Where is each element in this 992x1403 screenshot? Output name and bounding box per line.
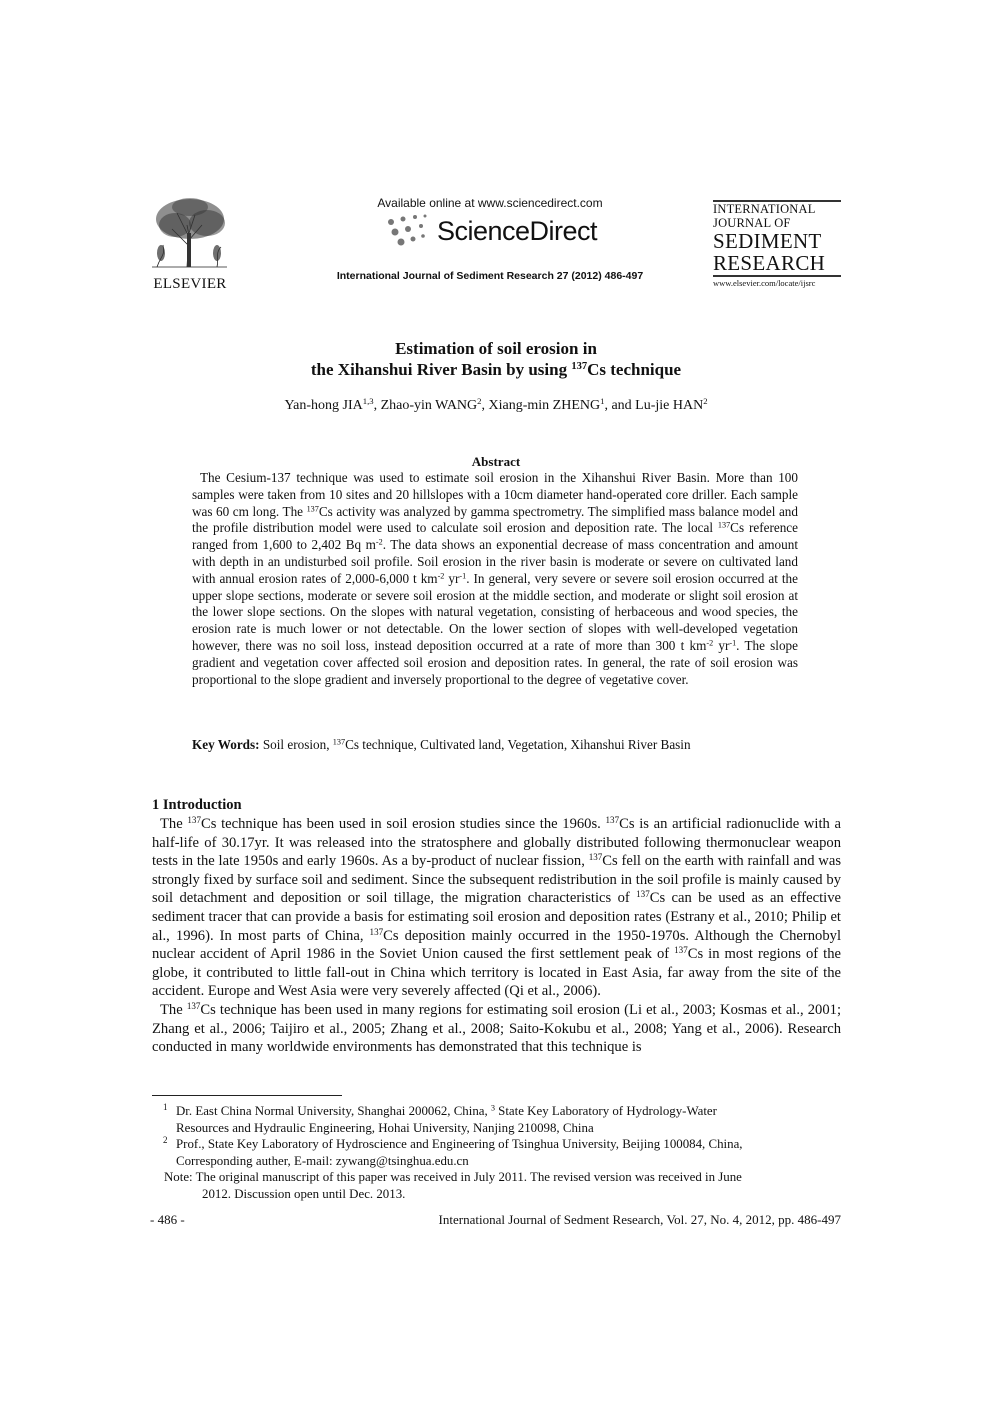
footnotes [152,1103,841,1203]
keywords [192,737,798,753]
keywords-list: Soil erosion, $^{137}$Cs technique, Cultivated land, Vegetation, Xihanshui River Basin [259,737,691,752]
journal-citation: International Journal of Sediment Research 27 (2012) 486-497 [336,270,644,282]
manuscript-note: Note: The original manuscript of this paper was received in July 2011. The revised version was received in June [164,1170,742,1185]
elsevier-tree-icon [147,195,233,269]
available-online-text[interactable]: Available online at www.sciencedirect.com [377,196,603,210]
abstract-paragraph: The Cesium-137 technique was used to estimate soil erosion in the Xihanshui River Basin. More than 100 samples were taken from 10 sites and 20 hillslopes with a 10cm diameter hand-operated core driller. Each sample was 60 cm long. The $^{137}$Cs activity was analyzed by gamma spectrometry. The simplified mass balance model and the profile distribution model were used to calculate soil erosion and deposition rate. The local $^{137}$Cs reference ranged from 1,600 to 2,402 Bq $m^{-2}$. The data shows an exponential decrease of mass concentration and amount with depth in an undisturbed soil profile. Soil erosion in the river basin is moderate or severe on cultivated land with annual erosion rates of 2,000-6,000 t $km^{-2}$ $yr^{-1}$. In general, very severe or severe soil erosion occurred at the upper slope sections, moderate or severe soil erosion at the middle section, and moderate or slight soil erosion at the lower slope sections. On the slopes with natural vegetation, consisting of herbaceous and wood species, the erosion rate is much lower or not detectable. On the lower section of slopes with well-developed vegetation however, there was no soil loss, instead deposition occurred at a rate of more than 300 t $km^{-2}$ $yr^{-1}$. The slope gradient and vegetation cover affected soil erosion and deposition rates. In general, the rate of soil erosion was proportional to the slope gradient and inversely proportional to the degree of vegetative cover. [192,470,798,687]
author-name: Xiang-min ZHENG [488,398,601,413]
abstract-body [192,470,798,688]
author-list: Yan-hong JIA$^{1,3}$, Zhao-yin WANG$^2$, Xiang-min ZHENG$^1$, and Lu-jie HAN$^2$ [284,396,708,413]
footnote-rule [152,1095,342,1096]
journal-logo-line4: RESEARCH [713,251,826,275]
footnote-1: 1 Dr. East China Normal University, Shanghai 200062, China, $^3$ State Key Laboratory of Hydrology-Water Resources and Hydraulic Engineering, Hohai University, Nanjing 210098, China [152,1103,841,1136]
manuscript-note-cont: 2012. Discussion open until Dec. 2013. [202,1186,406,1201]
corresponding-email[interactable]: Corresponding auther, E-mail: zywang@tsinghua.edu.cn [176,1153,469,1168]
journal-logo-line3: SEDIMENT [713,229,822,253]
introduction-paragraph: The $^{137}$Cs technique has been used in soil erosion studies since the 1960s. $^{137}$Cs is an artificial radionuclide with a half-life of 30.17yr. It was released into the stratosphere and globally distributed following thermonuclear weapon tests in the late 1950s and early 1960s. As a by-product of nuclear fission, $^{137}$Cs fell on the earth with rainfall and was strongly fixed by surface soil and sediment. Since the subsequent redistribution in the soil profile is mainly caused by soil detachment and deposition or soil tillage, the migration characteristics of $^{137}$Cs can be used as an effective sediment tracer that can provide a basis for estimating soil erosion and deposition rates (Estrany et al., 2010; Philip et al., 1996). In most parts of China, $^{137}$Cs deposition mainly occurred in the 1950-1970s. Although the Chernobyl nuclear accident of April 1986 in the Soviet Union caused the first settlement peak of $^{137}$Cs in most regions of the globe, it contributed to little fall-out in China which territory is located in East Asia, far away from the site of the accident. Europe and West Asia were very severely affected (Qi et al., 2006). [152,815,842,1000]
journal-logo-line1: INTERNATIONAL [713,202,816,216]
sciencedirect-block [330,196,650,282]
author-name: Yan-hong JIA [284,398,363,413]
sciencedirect-name: ScienceDirect [436,215,598,246]
introduction-body [152,815,841,1057]
paper-title [200,338,792,380]
author-affiliation: 1 [600,396,605,407]
author-name: Lu-jie HAN [635,398,704,413]
footnote-2-mark: 2 [163,1135,168,1146]
keywords-label: Key Words: [192,737,260,752]
page-number: - 486 - [150,1212,185,1227]
footnote-2: 2 Prof., State Key Laboratory of Hydroscience and Engineering of Tsinghua University, Beijing 100084, China, Corresponding auther, E-mail: zywang@tsinghua.edu.cn [152,1136,841,1169]
elsevier-logo [140,195,240,293]
footnote-1-mark: 1 [163,1102,168,1112]
publisher-name: ELSEVIER [153,276,227,292]
sciencedirect-dots-icon [383,214,431,248]
introduction-paragraph: The $^{137}$Cs technique has been used in many regions for estimating soil erosion (Li et al., 2003; Kosmas et al., 2001; Zhang et al., 2006; Taijiro et al., 2005; Zhang et al., 2008; Saito-Kokubu et al., 2008; Yang et al., 2006). Research conducted in many worldwide environments has demonstrated that this technique is [152,1000,842,1056]
title-line1: Estimation of soil erosion in [395,339,597,358]
introduction-heading: 1 Introduction [152,797,242,813]
journal-logo-line2: JOURNAL OF [713,216,791,230]
author-affiliation: 2 [477,396,482,407]
abstract-heading: Abstract [471,454,521,469]
running-footer: International Journal of Sedment Research, Vol. 27, No. 4, 2012, pp. 486-497 [438,1212,841,1227]
title-line2: the Xihanshui River Basin by using $^{137}$Cs technique [310,360,682,379]
author-affiliation: 2 [703,396,708,407]
sciencedirect-logo [330,214,650,248]
author-affiliation: 1,3 [362,396,374,407]
journal-logo [713,200,841,288]
author-name: Zhao-yin WANG [380,398,478,413]
journal-logo-url[interactable]: www.elsevier.com/locate/ijsrc [713,275,841,288]
